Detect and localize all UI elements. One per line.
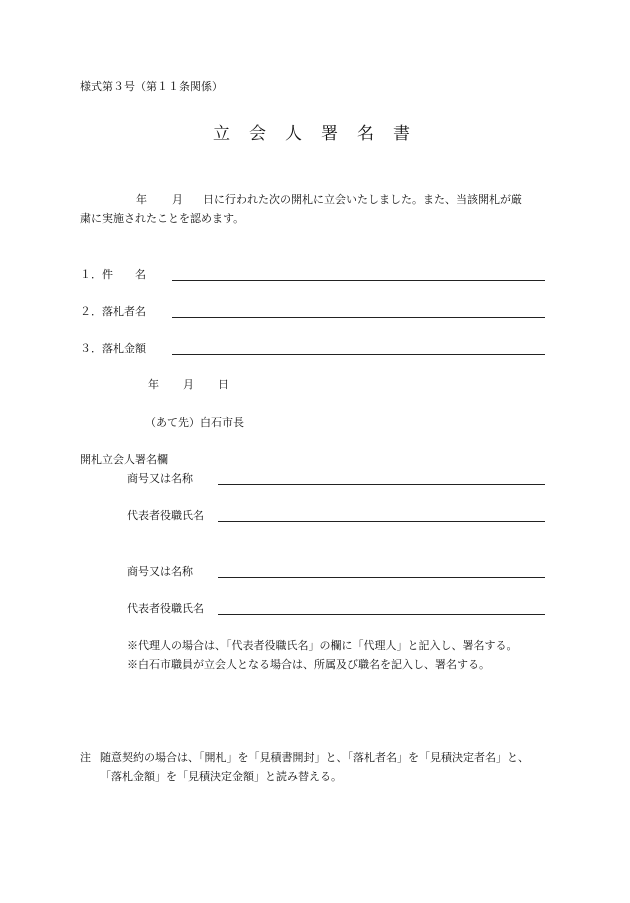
company-input-line-1[interactable]: [218, 484, 545, 485]
company-input-line-2[interactable]: [218, 577, 545, 578]
item-1: [80, 268, 146, 282]
representative-label-1: 代表者役職氏名: [127, 509, 204, 522]
item-2: [80, 305, 146, 319]
intro-month-label: 月: [172, 193, 183, 206]
page-title: 立会人署名書: [213, 124, 429, 144]
item-label: 落札者名: [102, 305, 146, 318]
item-3: [80, 342, 146, 356]
representative-input-line-2[interactable]: [218, 614, 545, 615]
company-label-2: 商号又は名称: [127, 565, 193, 578]
item-1-input-line[interactable]: [172, 280, 545, 281]
footnote-line-1: 随意契約の場合は、「開札」を「見積書開封」と、「落札者名」を「見積決定者名」と、: [100, 751, 529, 764]
item-number: １．: [80, 268, 102, 281]
representative-label-2: 代表者役職氏名: [127, 602, 204, 615]
signature-heading: 開札立会人署名欄: [80, 453, 168, 466]
date-line: [148, 378, 229, 392]
item-number: ２．: [80, 305, 102, 318]
representative-input-line-1[interactable]: [218, 521, 545, 522]
item-3-input-line[interactable]: [172, 354, 545, 355]
intro-line-2: 粛に実施されたことを認めます。: [80, 212, 245, 225]
footnote-line-2: 「落札金額」を「見積決定金額」と読み替える。: [100, 770, 342, 783]
footnote-marker: 注: [80, 751, 91, 764]
note-2: ※白石市職員が立会人となる場合は、所属及び職名を記入し、署名する。: [127, 658, 490, 671]
addressee: （あて先）白石市長: [145, 416, 244, 429]
item-label: 落札金額: [102, 342, 146, 355]
date-year: 年: [148, 378, 159, 391]
note-1: ※代理人の場合は、「代表者役職氏名」の欄に「代理人」と記入し、署名する。: [127, 639, 518, 652]
intro-line-1-text: 日に行われた次の開札に立会いたしました。また、当該開札が厳: [203, 193, 522, 206]
date-day: 日: [218, 378, 229, 391]
item-2-input-line[interactable]: [172, 317, 545, 318]
company-label-1: 商号又は名称: [127, 472, 193, 485]
item-number: ３．: [80, 342, 102, 355]
date-month: 月: [183, 378, 194, 391]
form-number: 様式第３号（第１１条関係）: [80, 80, 223, 93]
intro-line-1: [80, 193, 522, 207]
item-label: 件 名: [102, 268, 146, 281]
intro-year-label: 年: [136, 193, 147, 206]
